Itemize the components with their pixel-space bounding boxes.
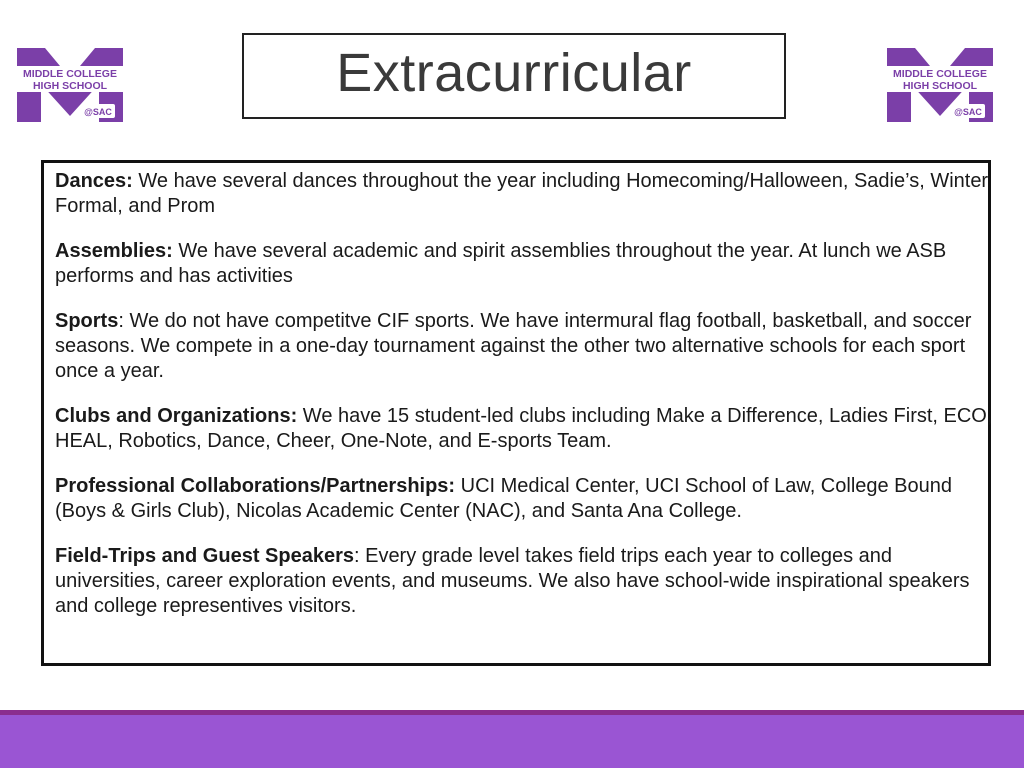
- page-title: Extracurricular: [336, 43, 692, 103]
- logo-line2: HIGH SCHOOL: [32, 80, 108, 92]
- section-clubs: [55, 404, 995, 454]
- section-text: We have several academic and spirit assemblies throughout the year. At lunch we ASB performs and has activities: [55, 240, 947, 287]
- logo-line1: MIDDLE COLLEGE: [893, 68, 987, 80]
- section-heading: Professional Collaborations/Partnerships:: [55, 475, 456, 497]
- section-text: We have 15 student-led clubs including Make a Difference, Ladies First, ECO, HEAL, Robotics, Dance, Cheer, One-Note, and E-sports Team.: [55, 405, 993, 452]
- school-logo-right: [885, 46, 995, 124]
- school-logo-left: [15, 46, 125, 124]
- section-sports: [55, 309, 995, 384]
- section-heading: Field-Trips and Guest Speakers: [55, 545, 354, 567]
- section-text: : We do not have competitve CIF sports. We have intermural flag football, basketball, and soccer seasons. We compete in a one-day tournament against the other two alternative schools for each sport once a year.: [55, 310, 972, 382]
- footer-bar: [0, 715, 1024, 768]
- section-heading: Clubs and Organizations:: [55, 405, 298, 427]
- section-field-trips: [55, 544, 995, 619]
- logo-badge: @SAC: [954, 107, 982, 117]
- logo-m-icon: [885, 46, 995, 124]
- logo-line2: HIGH SCHOOL: [902, 80, 978, 92]
- title-box: [242, 33, 786, 119]
- logo-m-icon: [15, 46, 125, 124]
- content-box: [41, 160, 991, 666]
- section-text: : Every grade level takes field trips each year to colleges and universities, career exploration events, and museums. We also have school-wide inspirational speakers and college representives visitors.: [55, 545, 970, 617]
- logo-line1: MIDDLE COLLEGE: [23, 68, 117, 80]
- logo-badge: @SAC: [84, 107, 112, 117]
- section-text: UCI Medical Center, UCI School of Law, College Bound (Boys & Girls Club), Nicolas Academic Center (NAC), and Santa Ana College.: [55, 475, 953, 522]
- section-heading: Dances:: [55, 170, 133, 192]
- section-text: We have several dances throughout the year including Homecoming/Halloween, Sadie’s, Winter Formal, and Prom: [55, 170, 989, 217]
- section-heading: Assemblies:: [55, 240, 173, 262]
- section-heading: Sports: [55, 310, 119, 332]
- section-partnerships: [55, 474, 995, 524]
- section-dances: [55, 169, 995, 219]
- section-assemblies: [55, 239, 995, 289]
